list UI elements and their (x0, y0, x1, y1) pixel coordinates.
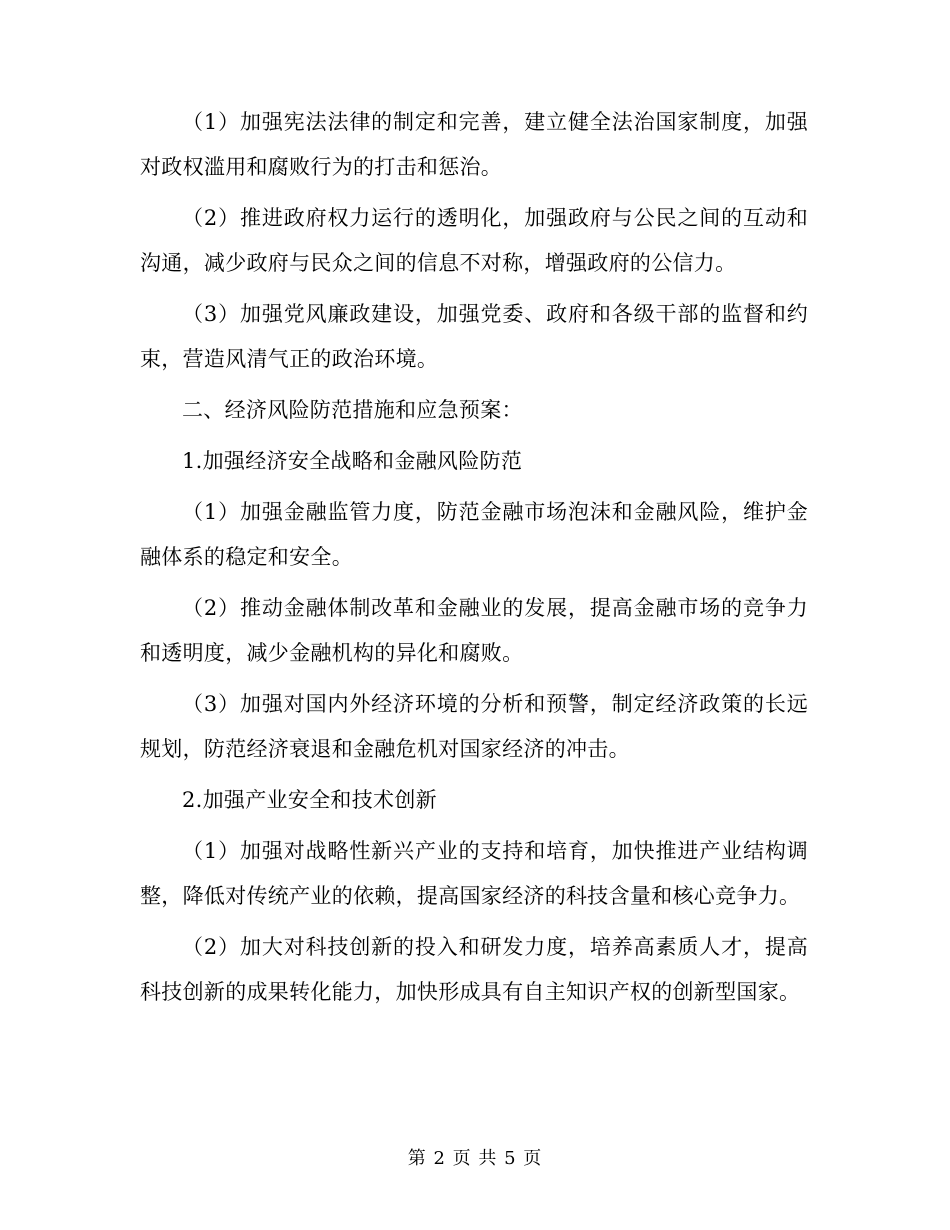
subheading-financial-risk: 1.加强经济安全战略和金融风险防范 (182, 449, 523, 473)
paragraph-2: （2）推进政府权力运行的透明化，加强政府与公民之间的互动和沟通，减少政府与民众之间的信息不对称，增强政府的公信力。 (140, 206, 808, 275)
document-body (140, 100, 808, 1021)
paragraph-6: （1）加强金融监管力度，防范金融市场泡沫和金融风险，维护金融体系的稳定和安全。 (140, 500, 808, 569)
subheading-industry-security: 2.加强产业安全和技术创新 (182, 788, 437, 812)
section-heading-economic-risk: 二、经济风险防范措施和应急预案： (182, 398, 523, 422)
paragraph-8: （3）加强对国内外经济环境的分析和预警，制定经济政策的长远规划，防范经济衰退和金融危机对国家经济的冲击。 (140, 692, 808, 761)
paragraph-1: （1）加强宪法法律的制定和完善，建立健全法治国家制度，加强对政权滥用和腐败行为的打击和惩治。 (140, 110, 808, 179)
paragraph-7: （2）推动金融体制改革和金融业的发展，提高金融市场的竞争力和透明度，减少金融机构的异化和腐败。 (140, 596, 808, 665)
page-number-footer: 第 2 页 共 5 页 (407, 1148, 543, 1169)
paragraph-10: （1）加强对战略性新兴产业的支持和培育，加快推进产业结构调整，降低对传统产业的依赖，提高国家经济的科技含量和核心竞争力。 (140, 839, 808, 908)
paragraph-11: （2）加大对科技创新的投入和研发力度，培养高素质人才，提高科技创新的成果转化能力，加快形成具有自主知识产权的创新型国家。 (140, 935, 808, 1004)
paragraph-3: （3）加强党风廉政建设，加强党委、政府和各级干部的监督和约束，营造风清气正的政治环境。 (140, 302, 808, 371)
